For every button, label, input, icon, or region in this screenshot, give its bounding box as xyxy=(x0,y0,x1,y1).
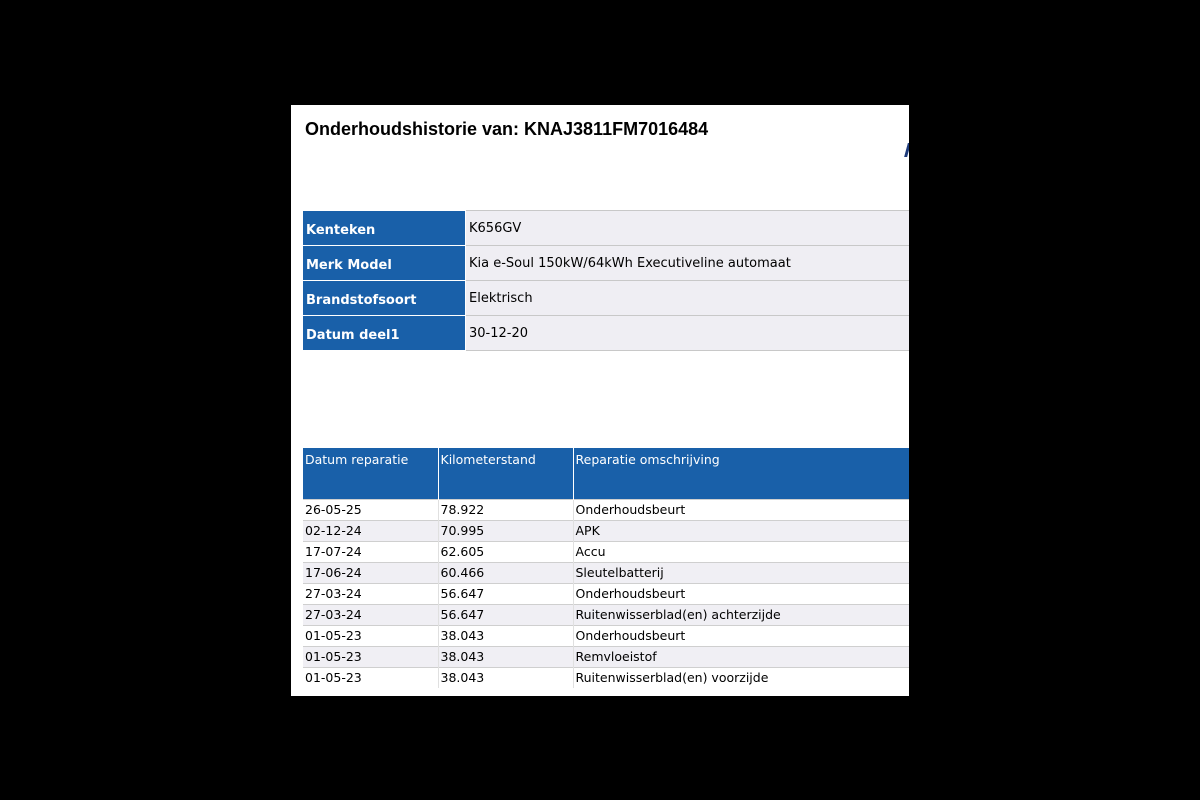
repair-mileage: 56.647 xyxy=(438,604,573,625)
column-header-date: Datum reparatie xyxy=(303,448,438,499)
repair-description: Onderhoudsbeurt xyxy=(573,499,909,520)
vehicle-info-label: Datum deel1 xyxy=(303,316,466,351)
table-header-row xyxy=(303,448,909,499)
repair-date: 01-05-23 xyxy=(303,625,438,646)
column-header-mileage: Kilometerstand xyxy=(438,448,573,499)
repair-date: 17-07-24 xyxy=(303,541,438,562)
vehicle-info-label: Kenteken xyxy=(303,211,466,246)
repair-description: Ruitenwisserblad(en) voorzijde xyxy=(573,667,909,688)
table-row xyxy=(303,583,909,604)
repair-mileage: 38.043 xyxy=(438,625,573,646)
page-title: Onderhoudshistorie van: KNAJ3811FM7016484 xyxy=(305,119,709,139)
table-row xyxy=(303,520,909,541)
repair-mileage: 62.605 xyxy=(438,541,573,562)
vehicle-info-value: Elektrisch xyxy=(466,281,910,316)
document-page xyxy=(291,105,909,696)
vehicle-info-label: Merk Model xyxy=(303,246,466,281)
repair-date: 01-05-23 xyxy=(303,667,438,688)
vehicle-info-label: Brandstofsoort xyxy=(303,281,466,316)
table-row xyxy=(303,625,909,646)
table-row xyxy=(303,562,909,583)
table-row xyxy=(303,541,909,562)
repair-mileage: 78.922 xyxy=(438,499,573,520)
vehicle-info-row xyxy=(303,316,909,351)
repair-description: Ruitenwisserblad(en) achterzijde xyxy=(573,604,909,625)
vehicle-info-row xyxy=(303,281,909,316)
table-row xyxy=(303,604,909,625)
repair-date: 27-03-24 xyxy=(303,583,438,604)
table-row xyxy=(303,499,909,520)
repair-date: 27-03-24 xyxy=(303,604,438,625)
vehicle-info-row xyxy=(303,211,909,246)
repair-description: Onderhoudsbeurt xyxy=(573,625,909,646)
vehicle-info-table xyxy=(303,210,909,351)
table-row xyxy=(303,646,909,667)
vehicle-info-value: Kia e-Soul 150kW/64kWh Executiveline automaat xyxy=(466,246,910,281)
repair-mileage: 56.647 xyxy=(438,583,573,604)
repair-description: APK xyxy=(573,520,909,541)
repair-description: Accu xyxy=(573,541,909,562)
vehicle-info-value: K656GV xyxy=(466,211,910,246)
repair-date: 26-05-25 xyxy=(303,499,438,520)
column-header-description: Reparatie omschrijving xyxy=(573,448,909,499)
repair-history-table xyxy=(303,448,909,688)
repair-mileage: 70.995 xyxy=(438,520,573,541)
logo-fragment xyxy=(904,143,909,157)
repair-date: 17-06-24 xyxy=(303,562,438,583)
table-row xyxy=(303,667,909,688)
repair-mileage: 38.043 xyxy=(438,667,573,688)
vehicle-info-row xyxy=(303,246,909,281)
repair-description: Sleutelbatterij xyxy=(573,562,909,583)
repair-date: 02-12-24 xyxy=(303,520,438,541)
repair-description: Remvloeistof xyxy=(573,646,909,667)
repair-description: Onderhoudsbeurt xyxy=(573,583,909,604)
repair-mileage: 60.466 xyxy=(438,562,573,583)
repair-date: 01-05-23 xyxy=(303,646,438,667)
repair-mileage: 38.043 xyxy=(438,646,573,667)
vehicle-info-value: 30-12-20 xyxy=(466,316,910,351)
